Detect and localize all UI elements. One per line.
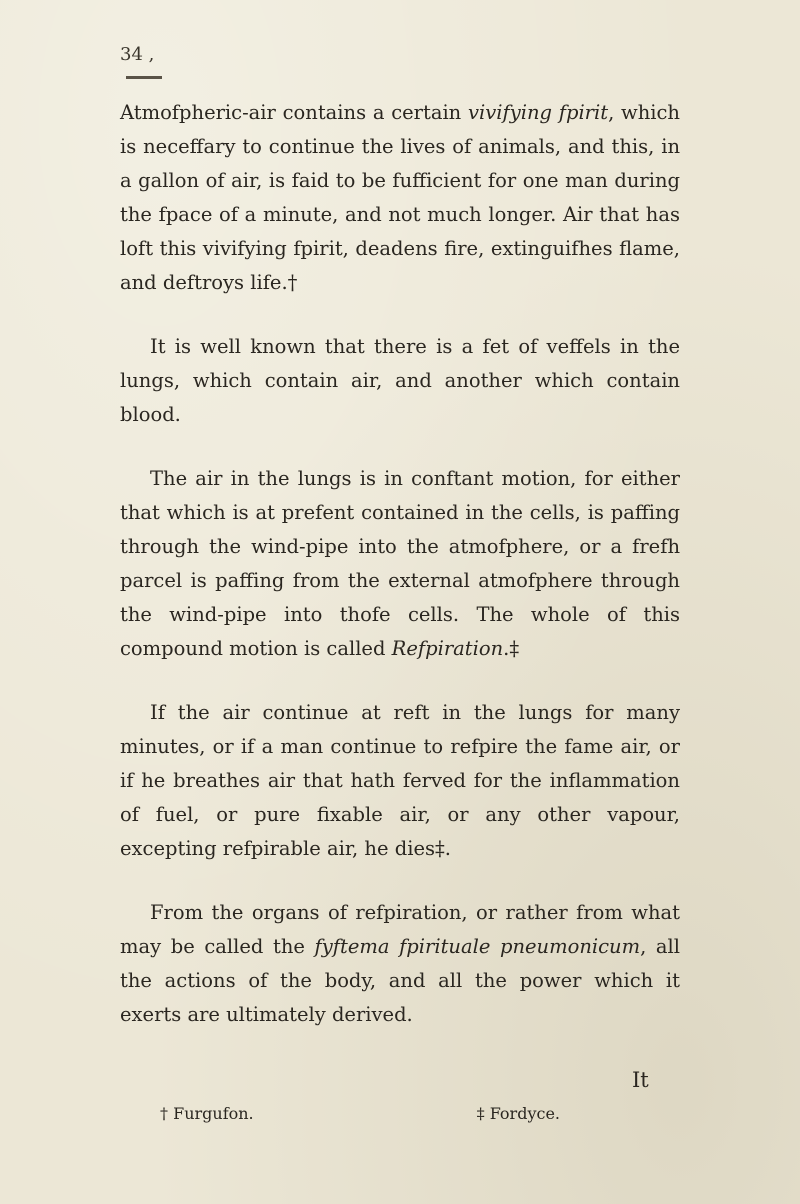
footnote-furguson: † Furgufon. (160, 1104, 254, 1123)
paragraph-3-italic: Refpiration (391, 637, 504, 660)
paragraph-2-text: It is well known that there is a fet of veffels in the lungs, which contain air, and another which contain blood. (120, 335, 680, 426)
page-number: 34 , (120, 44, 155, 65)
paragraph-5-text-c: , all the actions of the body, and all the power which it exerts are ultimately derived. (120, 935, 681, 1026)
body-text (120, 96, 680, 1062)
paragraph-1-italic: vivifying fpirit (467, 101, 609, 124)
footnotes (120, 1104, 680, 1123)
paragraph-3-text-c: .‡ (503, 637, 520, 660)
paragraph-5-italic: fyftema fpirituale pneumonicum (314, 935, 641, 958)
paragraph-1-text-a: Atmofpheric-air contains a certain (120, 101, 468, 124)
paragraph-5-text-a: From the organs of refpiration, or rather from what may be called the (120, 901, 680, 958)
paragraph-2 (120, 330, 680, 432)
paragraph-4-text: If the air continue at reft in the lungs for many minutes, or if a man continue to refpire the fame air, or if he breathes air that hath ferved for the inflammation of fuel, or pure fixable air, or any other vapour, excepting refpirable air, he dies‡. (120, 701, 680, 860)
footnote-fordyce: ‡ Fordyce. (476, 1104, 560, 1123)
paragraph-3 (120, 462, 680, 666)
paragraph-5 (120, 896, 680, 1032)
catchword: It (632, 1068, 649, 1092)
paragraph-1 (120, 96, 680, 300)
paragraph-1-text-c: , which is neceffary to continue the lives of animals, and this, in a gallon of air, is faid to be fufficient for one man during the fpace of a minute, and not much longer. Air that has loft this vivifying fpirit, deadens fire, extinguifhes flame, and deftroys life.† (120, 101, 680, 294)
paragraph-4 (120, 696, 680, 866)
paragraph-3-text-a: The air in the lungs is in conftant motion, for either that which is at prefent contained in the cells, is paffing through the wind-pipe into the atmofphere, or a frefh parcel is paffing from the external atmofphere through the wind-pipe into thofe cells. The whole of this compound motion is called (120, 467, 680, 660)
header-rule (126, 76, 162, 79)
